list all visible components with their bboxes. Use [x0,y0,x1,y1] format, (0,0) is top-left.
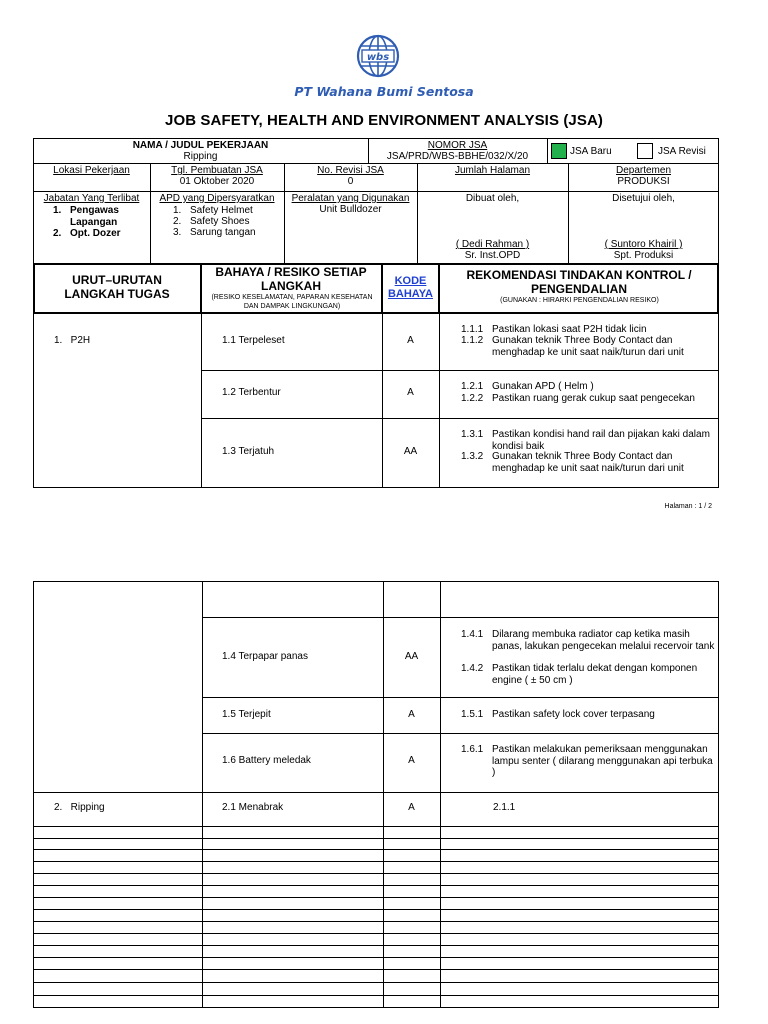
svg-text:wbs: wbs [366,52,390,63]
control-1-6-1 [461,744,716,780]
ppe-2-text: Safety Shoes [190,216,250,227]
control-1-5-1 [461,709,716,721]
jsa-revision-checkbox[interactable] [637,143,653,159]
department-value: PRODUKSI [617,176,670,187]
date-value: 01 Oktober 2020 [179,176,255,187]
risk-code-1-3: AA [403,446,418,457]
control-number: 1.1.1 [461,324,484,335]
risk-code-2-1: A [408,802,415,813]
approved-by-name: ( Suntoro Khairil ) [604,239,683,250]
jsa-revision-label: JSA Revisi [658,146,706,157]
hazard-1-1: 1.1 Terpeleset [222,335,285,346]
risk-code-1-5: A [408,709,415,720]
control-number: 1.4.1 [461,629,484,640]
equipment-value: Unit Bulldozer [319,204,382,215]
ppe-label: APD yang Dipersyaratkan [159,193,275,204]
control-number: 1.5.1 [461,709,484,720]
approved-by-role: Spt. Produksi [613,250,674,261]
revision-label: No. Revisi JSA [317,165,384,176]
position-2-text: Opt. Dozer [70,228,121,239]
control-1-3-2 [461,451,716,475]
job-title-label: NAMA / JUDUL PEKERJAAN [132,140,269,151]
ppe-3-num: 3. [173,227,182,238]
control-2-1-1: 2.1.1 [493,802,516,813]
ppe-2-num: 2. [173,216,182,227]
jsa-number-value: JSA/PRD/WBS-BBHE/032/X/20 [386,151,529,162]
control-text: Pastikan lokasi saat P2H tidak licin [492,324,647,335]
pages-label: Jumlah Halaman [454,165,531,176]
hazard-1-2: 1.2 Terbentur [222,387,281,398]
ppe-1-text: Safety Helmet [190,205,253,216]
position-2-num: 2. [53,228,62,239]
control-text: Dilarang membuka radiator cap ketika masih panas, lakukan pengecekan melalui recervoir tank [492,629,715,652]
control-text: Pastikan melakukan pemeriksaan menggunakan lampu senter ( dilarang menggunakan api terbuka ) [492,744,713,778]
control-text: Pastikan safety lock cover terpasang [492,709,655,720]
column-header-controls: REKOMENDASI TINDAKAN KONTROL / PENGENDALIAN [466,268,692,296]
column-header-controls-note: (GUNAKAN : HIRARKI PENGENDALIAN RESIKO) [500,297,659,304]
position-1-num: 1. [53,205,62,216]
control-number: 1.3.2 [461,451,484,462]
control-text: Gunakan teknik Three Body Contact dan menghadap ke unit saat naik/turun dari unit [492,335,684,358]
ppe-1-num: 1. [173,205,182,216]
equipment-label: Peralatan yang Digunakan [291,193,410,204]
risk-code-1-1: A [407,335,414,346]
control-text: Pastikan tidak terlalu dekat dengan komponen engine ( ± 50 cm ) [492,663,698,686]
location-label: Lokasi Pekerjaan [53,165,130,176]
date-label: Tgl. Pembuatan JSA [171,165,263,176]
department-label: Departemen [615,165,672,176]
risk-code-1-2: A [407,387,414,398]
approved-by-label: Disetujui oleh, [612,193,675,204]
control-number: 1.2.2 [461,393,484,404]
control-1-2-1 [461,381,716,393]
column-header-code: KODE BAHAYA [387,275,434,300]
control-text: Gunakan APD ( Helm ) [492,381,594,392]
job-title-value: Ripping [183,151,218,162]
control-1-4-2 [461,663,716,687]
control-number: 1.4.2 [461,663,484,674]
hazard-1-6: 1.6 Battery meledak [222,755,311,766]
control-number: 1.1.2 [461,335,484,346]
made-by-label: Dibuat oleh, [465,193,520,204]
company-logo [356,34,400,78]
ppe-3-text: Sarung tangan [190,227,256,238]
column-header-hazards: BAHAYA / RESIKO SETIAP LANGKAH [215,265,367,293]
control-text: Pastikan ruang gerak cukup saat pengecekan [492,393,695,404]
jsa-new-checkbox[interactable] [551,143,567,159]
column-header-hazards-note: (RESIKO KESELAMATAN, PAPARAN KESEHATAN DAN DAMPAK LINGKUNGAN) [211,294,373,310]
control-text: Pastikan kondisi hand rail dan pijakan kaki dalam kondisi baik [492,429,710,452]
task-ripping: 2. Ripping [54,802,105,813]
control-number: 1.3.1 [461,429,484,440]
risk-code-1-6: A [408,755,415,766]
made-by-role: Sr. Inst.OPD [464,250,521,261]
control-1-3-1 [461,429,716,453]
made-by-name: ( Dedi Rahman ) [455,239,530,250]
control-number: 1.2.1 [461,381,484,392]
page-number: Halaman : 1 / 2 [664,503,712,510]
revision-value: 0 [347,176,354,187]
risk-code-1-4: AA [404,651,419,662]
control-1-4-1 [461,629,716,663]
document-title: JOB SAFETY, HEALTH AND ENVIRONMENT ANALYSIS (JSA) [165,112,603,129]
positions-label: Jabatan Yang Terlibat [43,193,140,204]
jsa-new-label: JSA Baru [570,146,612,157]
control-1-2-2 [461,393,716,405]
hazard-1-3: 1.3 Terjatuh [222,446,275,457]
position-1-text: Pengawas Lapangan [70,205,119,228]
hazard-2-1: 2.1 Menabrak [222,802,284,813]
control-1-1-2 [461,335,716,359]
control-text: Gunakan teknik Three Body Contact dan menghadap ke unit saat naik/turun dari unit [492,451,684,474]
task-p2h: 1. P2H [54,335,91,346]
hazard-1-4: 1.4 Terpapar panas [222,651,308,662]
company-name: PT Wahana Bumi Sentosa [294,84,474,99]
control-number: 1.6.1 [461,744,484,755]
jsa-number-label: NOMOR JSA [427,140,488,151]
hazard-1-5: 1.5 Terjepit [222,709,271,720]
column-header-steps: URUT–URUTAN LANGKAH TUGAS [64,273,170,301]
